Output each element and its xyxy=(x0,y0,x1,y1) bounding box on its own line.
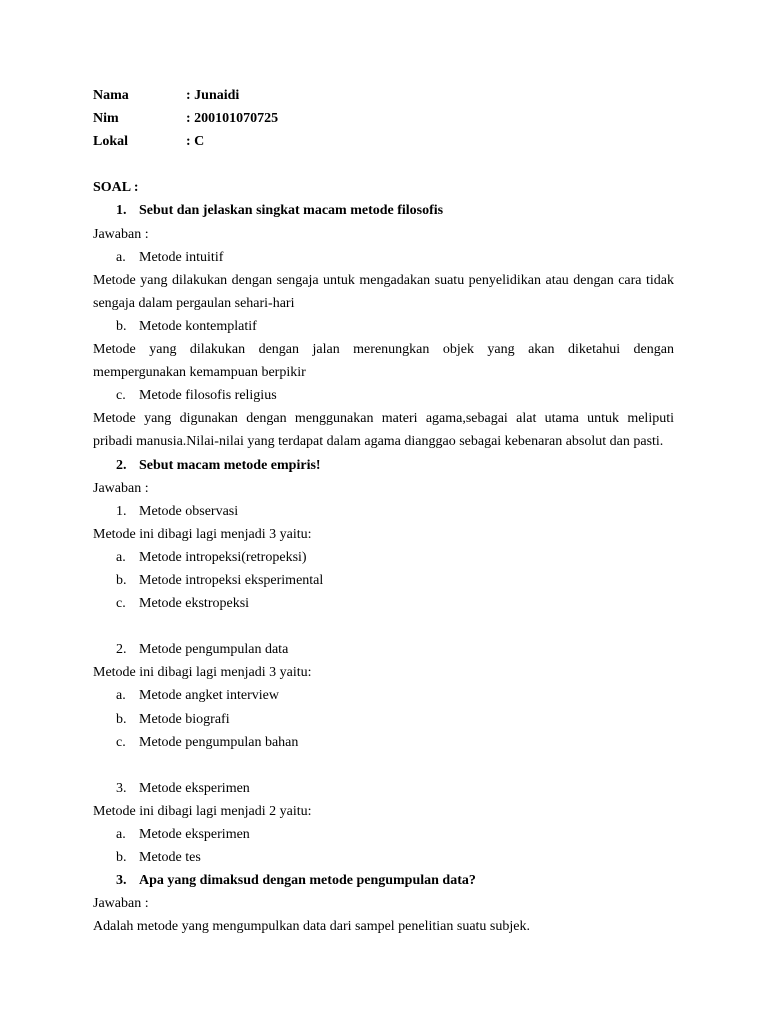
q2-method-3-marker: 3. xyxy=(116,780,127,796)
q2-method-3-intro: Metode ini dibagi lagi menjadi 2 yaitu: xyxy=(93,803,312,819)
q1-item-b xyxy=(93,315,674,338)
list-item-label: Metode intropeksi(retropeksi) xyxy=(139,549,307,565)
q3-jawaban-label: Jawaban : xyxy=(93,896,149,912)
list-item-marker: b. xyxy=(116,711,127,727)
list-item xyxy=(93,546,674,569)
lokal-label: Lokal xyxy=(93,134,129,150)
q1-item-c-marker: c. xyxy=(116,388,126,404)
q2-method-1-marker: 1. xyxy=(116,503,127,519)
question-1 xyxy=(93,199,674,222)
q1-item-a-label: Metode intuitif xyxy=(139,249,224,265)
nama-label: Nama xyxy=(93,88,129,103)
q2-method-2-label: Metode pengumpulan data xyxy=(139,642,289,658)
identity-lokal-row xyxy=(93,130,674,153)
nim-label: Nim xyxy=(93,111,119,127)
q2-method-2-intro: Metode ini dibagi lagi menjadi 3 yaitu: xyxy=(93,665,312,681)
q1-item-b-label: Metode kontemplatif xyxy=(139,318,257,334)
list-item-label: Metode biografi xyxy=(139,711,230,727)
identity-nama-row xyxy=(93,84,674,107)
nama-value: : Junaidi xyxy=(186,88,240,103)
q2-method-1-intro: Metode ini dibagi lagi menjadi 3 yaitu: xyxy=(93,526,312,542)
nim-value: : 200101070725 xyxy=(186,111,279,127)
list-item-marker: a. xyxy=(116,827,126,842)
lokal-value: : C xyxy=(186,134,205,150)
q2-method-1 xyxy=(93,500,674,523)
q2-method-1-label: Metode observasi xyxy=(139,503,239,519)
identity-nim-row xyxy=(93,107,674,130)
list-item-label: Metode pengumpulan bahan xyxy=(139,734,299,750)
list-item xyxy=(93,846,674,869)
question-2-text: Sebut macam metode empiris! xyxy=(139,457,321,473)
q1-item-b-desc-line-1: Metode yang dilakukan dengan jalan merenungkan objek yang akan diketahui dengan xyxy=(93,342,674,358)
question-1-number: 1. xyxy=(116,203,127,219)
list-item-label: Metode tes xyxy=(139,850,201,866)
list-item xyxy=(93,731,674,754)
question-1-text: Sebut dan jelaskan singkat macam metode filosofis xyxy=(139,203,444,219)
question-3-text: Apa yang dimaksud dengan metode pengumpulan data? xyxy=(139,873,476,889)
list-item-label: Metode eksperimen xyxy=(139,827,250,842)
q1-item-a-marker: a. xyxy=(116,249,126,265)
spacer xyxy=(93,153,674,176)
list-item-label: Metode ekstropeksi xyxy=(139,596,250,612)
q3-answer: Adalah metode yang mengumpulkan data dari sampel penelitian suatu subjek. xyxy=(93,919,530,935)
q2-method-2-marker: 2. xyxy=(116,642,127,658)
list-item-label: Metode angket interview xyxy=(139,688,279,704)
spacer xyxy=(93,615,674,638)
list-item xyxy=(93,569,674,592)
list-item xyxy=(93,684,674,707)
q1-item-b-desc-line-2: mempergunakan kemampuan berpikir xyxy=(93,365,306,381)
q2-method-3 xyxy=(93,777,674,800)
question-3-number: 3. xyxy=(116,873,127,889)
q1-item-a-desc-line-2: sengaja dalam pergaulan sehari-hari xyxy=(93,295,295,311)
q2-method-3-label: Metode eksperimen xyxy=(139,780,250,796)
question-2-number: 2. xyxy=(116,457,127,473)
q1-item-b-marker: b. xyxy=(116,318,127,334)
q2-jawaban-label: Jawaban : xyxy=(93,480,149,496)
q1-item-c-desc-line-2: pribadi manusia.Nilai-nilai yang terdapat dalam agama dianggao sebagai kebenaran absolut dan pasti. xyxy=(93,434,664,450)
q1-item-a xyxy=(93,246,674,269)
q1-item-c-desc-line-1: Metode yang digunakan dengan menggunakan materi agama,sebagai alat utama untuk meliputi xyxy=(93,411,674,427)
q1-item-a-desc-line-1: Metode yang dilakukan dengan sengaja untuk mengadakan suatu penyelidikan atau dengan cara tidak xyxy=(93,272,674,288)
list-item xyxy=(93,708,674,731)
question-3 xyxy=(93,869,674,892)
q1-jawaban-label: Jawaban : xyxy=(93,226,149,242)
list-item-marker: a. xyxy=(116,688,126,704)
question-2 xyxy=(93,454,674,477)
soal-heading: SOAL : xyxy=(93,180,139,196)
list-item-marker: c. xyxy=(116,596,126,612)
spacer xyxy=(93,754,674,777)
q1-item-c xyxy=(93,384,674,407)
list-item-label: Metode intropeksi eksperimental xyxy=(139,572,324,588)
list-item xyxy=(93,823,674,846)
q1-item-c-label: Metode filosofis religius xyxy=(139,388,277,404)
document-body xyxy=(93,84,674,938)
list-item-marker: b. xyxy=(116,850,127,866)
list-item xyxy=(93,592,674,615)
list-item-marker: a. xyxy=(116,549,126,565)
q2-method-2 xyxy=(93,638,674,661)
list-item-marker: b. xyxy=(116,572,127,588)
list-item-marker: c. xyxy=(116,734,126,750)
